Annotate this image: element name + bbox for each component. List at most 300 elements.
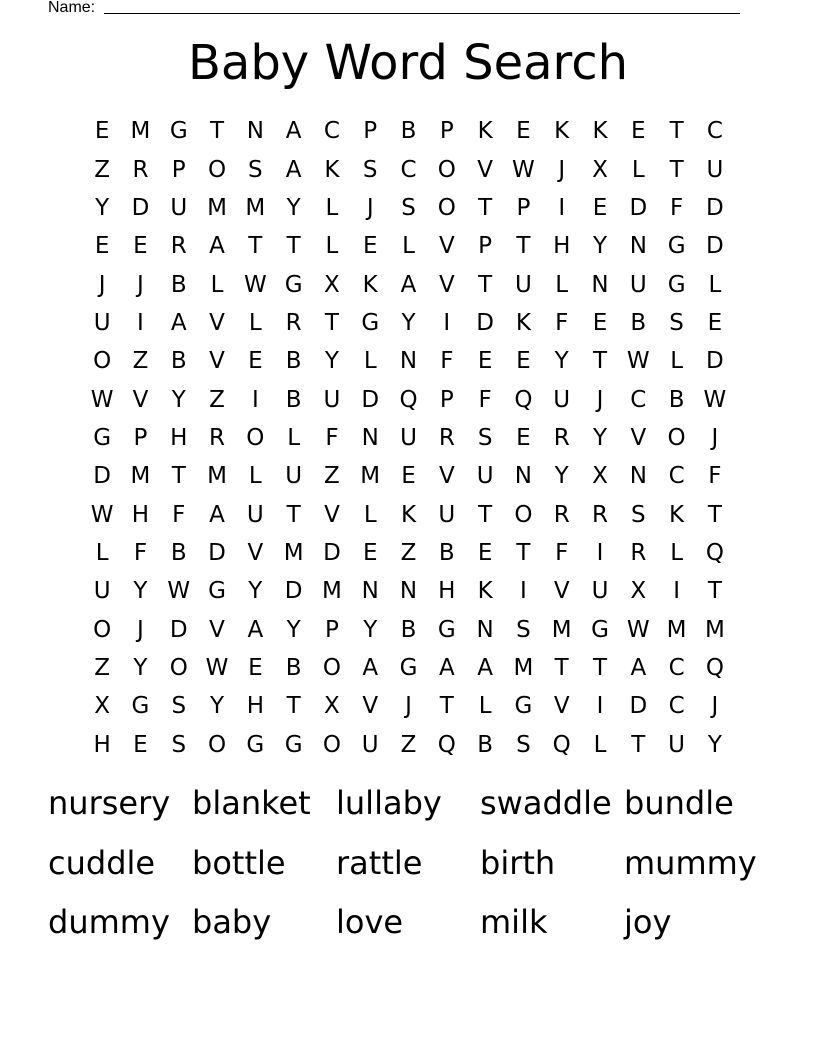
grid-letter: N [591, 271, 609, 298]
grid-letter: F [708, 463, 722, 490]
grid-letter: L [95, 539, 109, 566]
grid-letter: Y [133, 654, 148, 681]
grid-letter: U [93, 309, 111, 336]
grid-letter: T [478, 271, 493, 298]
grid-letter: V [630, 424, 647, 451]
grid-letter: O [322, 654, 341, 681]
grid-letter: N [399, 348, 418, 375]
grid-letter: E [362, 539, 378, 566]
grid-letter: K [515, 309, 531, 336]
grid-letter: W [626, 348, 650, 375]
grid-letter: S [248, 156, 263, 183]
grid-letter: I [443, 309, 451, 336]
grid-letter: J [137, 271, 144, 298]
grid-letter: S [516, 616, 531, 643]
grid-letter: L [478, 693, 492, 720]
grid-letter: B [285, 348, 302, 375]
word-list-item: joy [624, 903, 672, 941]
grid-letter: A [630, 654, 647, 681]
grid-letter: R [553, 424, 570, 451]
grid-letter: L [670, 539, 684, 566]
grid-letter: U [706, 156, 724, 183]
grid-letter: O [207, 156, 227, 183]
grid-letter: G [514, 693, 533, 720]
grid-letter: Y [133, 578, 148, 605]
grid-letter: O [437, 156, 456, 183]
grid-letter: T [210, 118, 225, 145]
grid-letter: I [251, 386, 259, 413]
grid-letter: A [209, 233, 225, 260]
grid-letter: G [131, 693, 150, 720]
word-list-item: birth [480, 843, 556, 882]
grid-letter: E [631, 118, 646, 145]
grid-letter: D [169, 616, 188, 643]
grid-letter: O [437, 194, 456, 221]
grid-letter: O [246, 424, 265, 451]
grid-letter: R [285, 309, 302, 336]
grid-letter: S [171, 731, 187, 758]
grid-letter: P [478, 233, 493, 260]
grid-letter: J [711, 693, 719, 720]
grid-letter: T [171, 463, 186, 490]
grid-letter: M [207, 194, 227, 221]
grid-letter: L [325, 233, 339, 260]
grid-letter: X [630, 578, 647, 605]
grid-letter: Y [324, 348, 339, 375]
grid-letter: G [437, 616, 456, 643]
grid-letter: X [592, 156, 608, 183]
grid-letter: Z [94, 156, 111, 183]
grid-letter: K [592, 118, 608, 145]
grid-letter: H [553, 233, 571, 260]
grid-letter: M [245, 194, 266, 221]
grid-letter: M [130, 463, 151, 490]
grid-letter: E [248, 348, 263, 375]
grid-letter: T [286, 693, 301, 720]
grid-letter: M [513, 654, 534, 681]
word-list-item: rattle [336, 843, 423, 882]
grid-letter: J [98, 271, 106, 298]
grid-letter: D [706, 194, 724, 221]
grid-letter: A [285, 156, 302, 183]
grid-letter: K [477, 578, 493, 605]
word-list-item: baby [192, 903, 272, 941]
grid-letter: P [439, 386, 454, 413]
grid-letter: H [246, 693, 264, 720]
grid-letter: U [170, 194, 188, 221]
grid-letter: Y [363, 616, 378, 643]
grid-letter: V [209, 348, 225, 375]
grid-letter: T [592, 348, 608, 375]
grid-letter: D [208, 539, 226, 566]
grid-letter: L [325, 194, 339, 221]
grid-letter: U [591, 578, 609, 605]
word-list-item: bundle [624, 784, 734, 822]
grid-letter: V [553, 693, 570, 720]
grid-letter: G [93, 424, 112, 451]
grid-letter: X [324, 693, 340, 720]
grid-letter: J [711, 424, 719, 451]
grid-letter: G [246, 731, 265, 758]
grid-letter: E [516, 424, 531, 451]
grid-letter: F [555, 539, 569, 566]
grid-letter: Z [94, 654, 111, 681]
grid-letter: W [626, 616, 650, 643]
grid-letter: L [631, 156, 645, 183]
grid-letter: F [172, 501, 186, 528]
grid-letter: R [132, 156, 149, 183]
word-list-item: bottle [192, 843, 286, 882]
grid-letter: M [360, 463, 381, 490]
grid-letter: I [137, 309, 144, 336]
grid-letter: G [284, 271, 303, 298]
grid-letter: L [210, 271, 224, 298]
grid-letter: U [93, 578, 111, 605]
word-list-item: lullaby [336, 784, 442, 822]
grid-letter: M [283, 539, 304, 566]
grid-letter: A [247, 616, 264, 643]
grid-letter: Y [707, 731, 722, 758]
grid-letter: N [629, 233, 647, 260]
grid-letter: V [247, 539, 264, 566]
grid-letter: T [324, 309, 339, 336]
grid-letter: J [137, 616, 144, 643]
grid-letter: Y [286, 616, 301, 643]
grid-letter: N [629, 463, 647, 490]
grid-letter: E [248, 654, 263, 681]
grid-letter: V [438, 271, 455, 298]
grid-letter: A [477, 654, 493, 681]
grid-letter: W [90, 386, 114, 413]
grid-letter: S [477, 424, 493, 451]
grid-letter: L [287, 424, 301, 451]
grid-letter: K [400, 501, 417, 528]
letter-grid [83, 112, 734, 764]
grid-letter: C [400, 156, 417, 183]
grid-letter: D [706, 233, 724, 260]
grid-letter: E [133, 233, 148, 260]
grid-letter: S [171, 693, 187, 720]
grid-letter: E [592, 309, 608, 336]
grid-letter: H [131, 501, 150, 528]
grid-letter: C [706, 118, 723, 145]
grid-letter: B [438, 539, 455, 566]
grid-letter: Y [95, 194, 110, 221]
word-list-item: mummy [624, 843, 757, 882]
grid-letter: B [668, 386, 685, 413]
grid-letter: T [592, 654, 608, 681]
grid-letter: C [630, 386, 647, 413]
grid-letter: X [592, 463, 608, 490]
grid-letter: F [325, 424, 339, 451]
grid-letter: U [246, 501, 264, 528]
grid-letter: O [514, 501, 533, 528]
word-list [48, 781, 778, 960]
grid-letter: Z [132, 348, 149, 375]
grid-letter: Z [400, 539, 417, 566]
grid-letter: B [400, 616, 417, 643]
grid-letter: V [209, 309, 225, 336]
grid-letter: L [363, 501, 377, 528]
grid-letter: P [133, 424, 148, 451]
grid-letter: L [248, 463, 262, 490]
grid-letter: Z [400, 731, 417, 758]
grid-letter: G [284, 731, 303, 758]
name-label: Name: [48, 0, 96, 16]
grid-letter: V [553, 578, 570, 605]
grid-letter: Y [210, 693, 225, 720]
grid-letter: O [667, 424, 686, 451]
grid-letter: U [438, 501, 456, 528]
grid-letter: V [324, 501, 340, 528]
grid-letter: J [405, 693, 412, 720]
grid-letter: Q [705, 654, 724, 681]
grid-letter: M [130, 118, 151, 145]
grid-letter: E [516, 118, 531, 145]
word-list-item: blanket [192, 784, 311, 822]
grid-letter: N [361, 578, 379, 605]
grid-letter: E [133, 731, 148, 758]
grid-letter: H [170, 424, 188, 451]
grid-letter: R [170, 233, 187, 260]
grid-letter: N [361, 424, 379, 451]
grid-letter: Q [514, 386, 533, 413]
grid-letter: V [477, 156, 493, 183]
name-field[interactable] [48, 0, 748, 18]
grid-letter: L [363, 348, 377, 375]
grid-letter: V [362, 693, 379, 720]
grid-letter: J [366, 194, 374, 221]
grid-letter: R [553, 501, 570, 528]
grid-letter: S [516, 731, 531, 758]
grid-letter: H [438, 578, 456, 605]
grid-letter: O [207, 731, 227, 758]
grid-letter: T [516, 539, 531, 566]
grid-letter: V [132, 386, 149, 413]
grid-letter: B [285, 654, 302, 681]
grid-letter: U [361, 731, 379, 758]
grid-letter: I [596, 693, 604, 720]
grid-letter: C [668, 654, 685, 681]
grid-letter: V [438, 463, 455, 490]
grid-letter: F [478, 386, 492, 413]
grid-letter: P [516, 194, 531, 221]
grid-letter: X [324, 271, 340, 298]
grid-letter: G [208, 578, 226, 605]
grid-letter: S [401, 194, 416, 221]
grid-letter: W [243, 271, 267, 298]
grid-letter: I [558, 194, 566, 221]
grid-letter: B [170, 348, 187, 375]
grid-letter: Q [705, 539, 724, 566]
grid-letter: T [286, 233, 301, 260]
grid-letter: T [478, 194, 493, 221]
grid-letter: S [362, 156, 378, 183]
grid-letter: W [167, 578, 191, 605]
grid-letter: A [170, 309, 187, 336]
grid-letter: E [94, 118, 110, 145]
grid-letter: Y [592, 424, 608, 451]
grid-letter: F [440, 348, 454, 375]
grid-letter: P [363, 118, 378, 145]
grid-letter: L [708, 271, 722, 298]
name-underline [104, 13, 740, 14]
grid-letter: A [285, 118, 302, 145]
grid-letter: M [207, 463, 227, 490]
grid-letter: R [438, 424, 455, 451]
word-list-item: nursery [48, 784, 171, 822]
grid-letter: J [596, 386, 604, 413]
grid-letter: B [170, 271, 187, 298]
grid-letter: B [285, 386, 302, 413]
grid-letter: L [555, 271, 569, 298]
grid-letter: T [439, 693, 454, 720]
grid-letter: U [476, 463, 494, 490]
grid-letter: E [592, 194, 608, 221]
grid-letter: S [631, 501, 646, 528]
word-list-item: swaddle [480, 784, 612, 822]
grid-letter: M [666, 616, 687, 643]
grid-letter: W [205, 654, 229, 681]
grid-letter: D [706, 348, 724, 375]
grid-letter: O [322, 731, 341, 758]
grid-letter: U [400, 424, 417, 451]
grid-letter: O [93, 616, 112, 643]
grid-letter: M [322, 578, 342, 605]
grid-letter: T [669, 156, 684, 183]
grid-letter: T [478, 501, 493, 528]
grid-letter: K [324, 156, 340, 183]
grid-letter: B [630, 309, 647, 336]
grid-letter: W [512, 156, 535, 183]
grid-letter: E [94, 233, 110, 260]
grid-letter: Z [324, 463, 340, 490]
grid-letter: E [707, 309, 723, 336]
grid-letter: R [630, 539, 647, 566]
grid-letter: K [477, 118, 493, 145]
grid-letter: Y [554, 348, 569, 375]
grid-letter: Y [286, 194, 301, 221]
grid-letter: T [516, 233, 531, 260]
grid-letter: E [362, 233, 378, 260]
grid-letter: N [514, 463, 533, 490]
grid-letter: I [520, 578, 527, 605]
grid-letter: T [707, 501, 722, 528]
grid-letter: X [94, 693, 111, 720]
grid-letter: B [400, 118, 417, 145]
grid-letter: T [554, 654, 569, 681]
word-list-item: love [336, 903, 404, 941]
grid-letter: U [668, 731, 686, 758]
grid-letter: T [286, 501, 301, 528]
grid-letter: A [438, 654, 455, 681]
grid-letter: L [670, 348, 684, 375]
grid-letter: E [516, 348, 531, 375]
grid-letter: Y [248, 578, 263, 605]
grid-letter: C [668, 463, 685, 490]
grid-letter: R [209, 424, 226, 451]
grid-letter: O [93, 348, 112, 375]
grid-letter: Y [171, 386, 186, 413]
grid-letter: D [284, 578, 303, 605]
grid-letter: U [285, 463, 303, 490]
word-list-item: cuddle [48, 843, 156, 882]
grid-letter: P [324, 616, 339, 643]
grid-letter: Y [401, 309, 416, 336]
grid-letter: D [629, 693, 648, 720]
grid-letter: L [248, 309, 262, 336]
grid-letter: D [476, 309, 494, 336]
grid-letter: T [631, 731, 646, 758]
grid-letter: G [591, 616, 609, 643]
grid-letter: C [668, 693, 685, 720]
grid-letter: G [169, 118, 188, 145]
grid-letter: V [438, 233, 455, 260]
grid-letter: R [592, 501, 608, 528]
grid-letter: A [362, 654, 379, 681]
grid-letter: L [402, 233, 415, 260]
grid-letter: I [596, 539, 604, 566]
word-list-item: dummy [48, 903, 170, 941]
grid-letter: E [477, 539, 493, 566]
grid-letter: K [554, 118, 570, 145]
grid-letter: V [209, 616, 225, 643]
grid-letter: D [93, 463, 111, 490]
grid-letter: Y [554, 463, 569, 490]
grid-letter: F [133, 539, 148, 566]
grid-letter: T [707, 578, 722, 605]
grid-letter: W [703, 386, 727, 413]
grid-letter: U [514, 271, 532, 298]
grid-letter: B [477, 731, 493, 758]
grid-letter: G [399, 654, 418, 681]
grid-letter: T [248, 233, 263, 260]
grid-letter: K [362, 271, 378, 298]
grid-letter: D [629, 194, 648, 221]
grid-letter: P [171, 156, 186, 183]
grid-letter: G [667, 271, 686, 298]
grid-letter: D [323, 539, 341, 566]
grid-letter: U [553, 386, 571, 413]
grid-letter: D [361, 386, 380, 413]
grid-letter: N [246, 118, 264, 145]
grid-letter: B [170, 539, 187, 566]
grid-letter: L [593, 731, 607, 758]
grid-letter: U [629, 271, 647, 298]
grid-letter: T [669, 118, 684, 145]
grid-letter: J [558, 156, 566, 183]
grid-letter: E [477, 348, 493, 375]
grid-letter: Q [552, 731, 571, 758]
grid-letter: O [169, 654, 188, 681]
grid-letter: I [673, 578, 680, 605]
grid-letter: A [209, 501, 225, 528]
grid-letter: Q [437, 731, 456, 758]
grid-letter: Y [592, 233, 608, 260]
grid-letter: G [667, 233, 686, 260]
grid-letter: U [323, 386, 341, 413]
grid-letter: D [131, 194, 150, 221]
grid-letter: G [361, 309, 380, 336]
grid-letter: E [401, 463, 416, 490]
grid-letter: C [323, 118, 340, 145]
word-list-item: milk [480, 903, 548, 941]
grid-letter: Q [399, 386, 418, 413]
grid-letter: W [90, 501, 114, 528]
grid-letter: N [476, 616, 494, 643]
page-title: Baby Word Search [187, 35, 628, 91]
grid-letter: P [439, 118, 454, 145]
